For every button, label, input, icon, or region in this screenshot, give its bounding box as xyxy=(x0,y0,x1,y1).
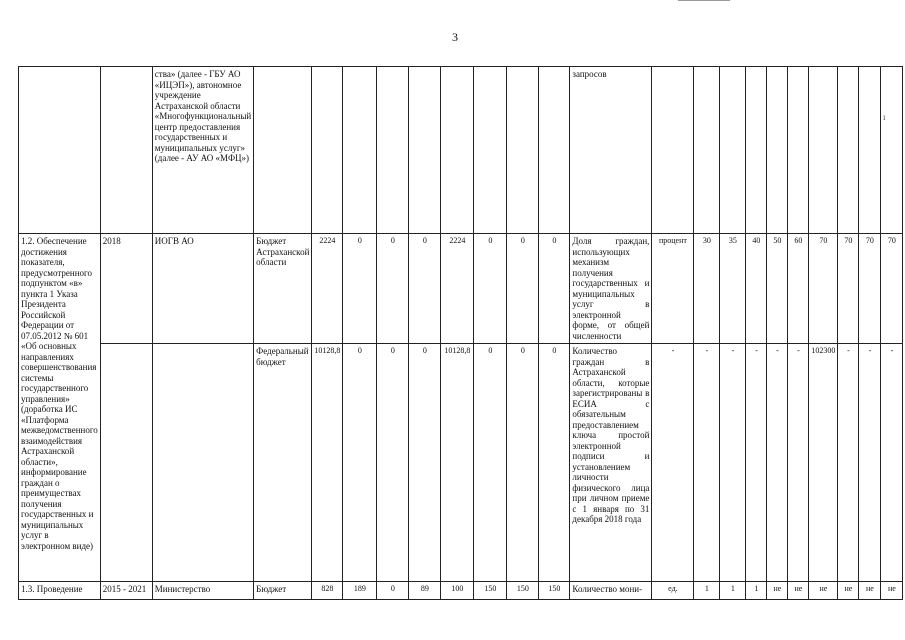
value-cell xyxy=(507,67,539,234)
target-cell: 50 xyxy=(767,234,788,344)
indicator-cell: Количество граждан в Астраханской области, которые зарегистрированы в ЕСИА с обязательным предоставлением ключа простой электронной подписи и установлением личности физического лица при личном приеме с 1 января по 31 декабря 2018 года xyxy=(570,344,652,582)
page-number: 3 xyxy=(452,30,458,44)
period-cell xyxy=(100,344,152,582)
value-cell: 0 xyxy=(377,582,409,600)
target-cell: - xyxy=(746,344,767,582)
value-cell: 2224 xyxy=(441,234,474,344)
source-cell: Федеральный бюджет xyxy=(254,344,312,582)
source-cell xyxy=(254,67,312,234)
value-cell: 0 xyxy=(539,344,570,582)
table-row xyxy=(19,344,903,582)
value-cell: 828 xyxy=(312,582,343,600)
target-cell: - xyxy=(788,344,809,582)
value-cell xyxy=(474,67,507,234)
target-cell xyxy=(788,67,809,234)
target-cell xyxy=(881,67,903,234)
value-cell xyxy=(343,67,377,234)
value-cell: 0 xyxy=(409,234,441,344)
target-cell: - xyxy=(838,344,859,582)
value-cell: 0 xyxy=(409,344,441,582)
source-cell: Бюджет xyxy=(254,582,312,600)
value-cell xyxy=(539,67,570,234)
value-cell: 2224 xyxy=(312,234,343,344)
value-cell xyxy=(377,67,409,234)
target-cell: не xyxy=(788,582,809,600)
unit-cell: процент xyxy=(652,234,694,344)
value-cell: 150 xyxy=(507,582,539,600)
unit-cell: ед. xyxy=(652,582,694,600)
target-cell xyxy=(694,67,720,234)
value-cell: 0 xyxy=(539,234,570,344)
target-cell xyxy=(859,67,881,234)
target-cell: 60 xyxy=(788,234,809,344)
value-cell: 0 xyxy=(343,344,377,582)
unit-cell xyxy=(652,67,694,234)
value-cell: 0 xyxy=(377,234,409,344)
value-cell: 0 xyxy=(343,234,377,344)
table-row xyxy=(19,67,903,234)
target-cell: не xyxy=(809,582,838,600)
measure-name-cell xyxy=(19,67,101,234)
value-cell: 150 xyxy=(474,582,507,600)
value-cell: 10128,8 xyxy=(441,344,474,582)
executor-cell: ства» (далее - ГБУ АО «ИЦЭП»), автономное учреждение Астраханской области «Многофункциональный центр предоставления государственных и муниципальных услуг» (далее - АУ АО «МФЦ») xyxy=(152,67,253,234)
target-cell: - xyxy=(720,344,746,582)
value-cell: 0 xyxy=(474,344,507,582)
unit-cell: - xyxy=(652,344,694,582)
target-cell: 1 xyxy=(694,582,720,600)
value-cell: 100 xyxy=(441,582,474,600)
target-cell: - xyxy=(859,344,881,582)
target-cell: 35 xyxy=(720,234,746,344)
target-cell xyxy=(767,67,788,234)
target-cell: 40 xyxy=(746,234,767,344)
table-row xyxy=(19,234,903,344)
value-cell xyxy=(441,67,474,234)
target-cell: 30 xyxy=(694,234,720,344)
target-cell: не xyxy=(881,582,903,600)
value-cell: 0 xyxy=(474,234,507,344)
value-cell xyxy=(409,67,441,234)
target-cell: 70 xyxy=(859,234,881,344)
target-cell: - xyxy=(767,344,788,582)
value-cell: 0 xyxy=(377,344,409,582)
stray-mark: ı xyxy=(883,112,886,122)
indicator-cell: запросов xyxy=(570,67,652,234)
table-row xyxy=(19,582,903,600)
target-cell: 1 xyxy=(720,582,746,600)
value-cell: 0 xyxy=(507,344,539,582)
value-cell: 150 xyxy=(539,582,570,600)
target-cell: 70 xyxy=(881,234,903,344)
executor-cell: ИОГВ АО xyxy=(152,234,253,344)
value-cell: 89 xyxy=(409,582,441,600)
target-cell: 70 xyxy=(809,234,838,344)
target-cell: - xyxy=(694,344,720,582)
target-cell xyxy=(809,67,838,234)
target-cell: 1 xyxy=(746,582,767,600)
target-cell xyxy=(838,67,859,234)
measure-name-cell: 1.2. Обеспечение достижения показателя, предусмотренного подпунктом «в» пункта 1 Указа Президента Российской Федерации от 07.05.2012 № 601 «Об основных направлениях совершенствования системы государственного управления» (доработка ИС «Платформа межведомственного взаимодействия Астраханской области», информирование граждан о преимуществах получения государственных и муниципальных услуг в электронном виде) xyxy=(19,234,101,582)
executor-cell: Министерство xyxy=(152,582,253,600)
period-cell xyxy=(100,67,152,234)
value-cell: 10128,8 xyxy=(312,344,343,582)
source-cell: Бюджет Астраханской области xyxy=(254,234,312,344)
executor-cell xyxy=(152,344,253,582)
value-cell: 189 xyxy=(343,582,377,600)
target-cell: - xyxy=(881,344,903,582)
target-cell: не xyxy=(767,582,788,600)
value-cell xyxy=(312,67,343,234)
target-cell: 102300 xyxy=(809,344,838,582)
indicator-cell: Доля граждан, использующих механизм получения государственных и муниципальных услуг в электронной форме, от общей численности xyxy=(570,234,652,344)
measure-name-cell: 1.3. Проведение xyxy=(19,582,101,600)
indicator-cell: Количество мони- xyxy=(570,582,652,600)
value-cell: 0 xyxy=(507,234,539,344)
top-rule xyxy=(678,0,730,3)
target-cell: не xyxy=(859,582,881,600)
target-cell xyxy=(746,67,767,234)
period-cell: 2015 - 2021 xyxy=(100,582,152,600)
target-cell: 70 xyxy=(838,234,859,344)
target-cell: не xyxy=(838,582,859,600)
target-cell xyxy=(720,67,746,234)
program-table xyxy=(18,66,903,600)
period-cell: 2018 xyxy=(100,234,152,344)
